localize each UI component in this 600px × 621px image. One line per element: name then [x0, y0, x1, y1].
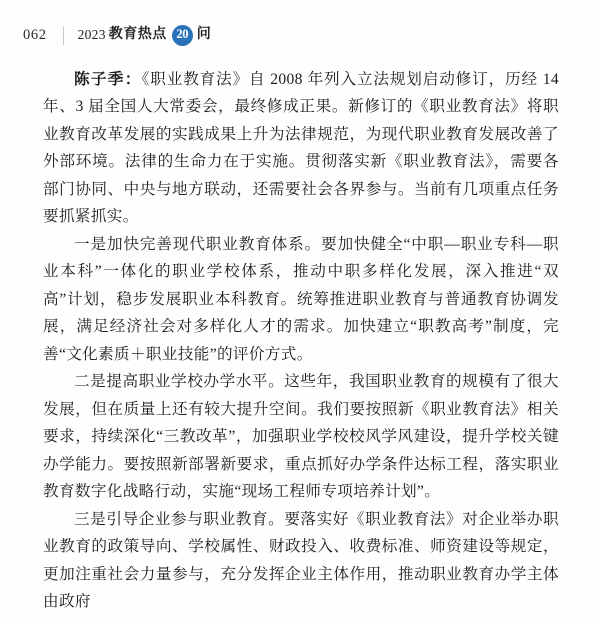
paragraph-3	[43, 368, 559, 505]
paragraph-2	[43, 231, 559, 368]
paragraph-4	[43, 506, 559, 616]
paragraph-text-3: 二是提高职业学校办学水平。这些年，我国职业教育的规模有了很大发展，但在质量上还有较大提升空间。我们要按照新《职业教育法》相关要求，持续深化“三教改革”，加强职业学校校风学风建设，提升学校关键办学能力。要按照新部署新要求，重点抓好办学条件达标工程，落实职业教育数字化战略行动，实施“现场工程师专项培养计划”。	[43, 373, 559, 501]
paragraph-1	[43, 66, 559, 230]
issue-number-badge: 20	[172, 25, 193, 46]
header-divider-line	[63, 26, 64, 45]
body-text-column	[43, 66, 559, 616]
page-number: 062	[23, 26, 47, 43]
paragraph-text-1: 《职业教育法》自 2008 年列入立法规划启动修订，历经 14 年、3 届全国人大常委会，最终修成正果。新修订的《职业教育法》将职业教育改革发展的实践成果上升为法律规范，为现代职业教育发展改善了外部环境。法律的生命力在于实施。贯彻落实新《职业教育法》，需要各部门协同、中央与地方联动，还需要社会各界参与。当前有几项重点任务要抓紧抓实。	[43, 71, 559, 226]
header-topic: 教育热点	[108, 27, 167, 42]
paragraph-text-4: 三是引导企业参与职业教育。要落实好《职业教育法》对企业举办职业教育的政策导向、学校属性、财政投入、收费标准、师资建设等规定，更加注重社会力量参与，充分发挥企业主体作用，推动职业教育办学主体由政府	[43, 511, 559, 611]
book-title	[78, 25, 211, 46]
running-header	[0, 21, 600, 49]
paragraph-text-2: 一是加快完善现代职业教育体系。要加快健全“中职—职业专科—职业本科”一体化的职业学校体系，推动中职多样化发展，深入推进“双高”计划，稳步发展职业本科教育。统筹推进职业教育与普通教育协调发展，满足经济社会对多样化人才的需求。加快建立“职教高考”制度，完善“文化素质＋职业技能”的评价方式。	[43, 235, 559, 363]
header-suffix: 问	[196, 27, 211, 42]
speaker-name-1: 陈子季：	[74, 71, 142, 88]
header-year: 2023	[77, 27, 106, 43]
